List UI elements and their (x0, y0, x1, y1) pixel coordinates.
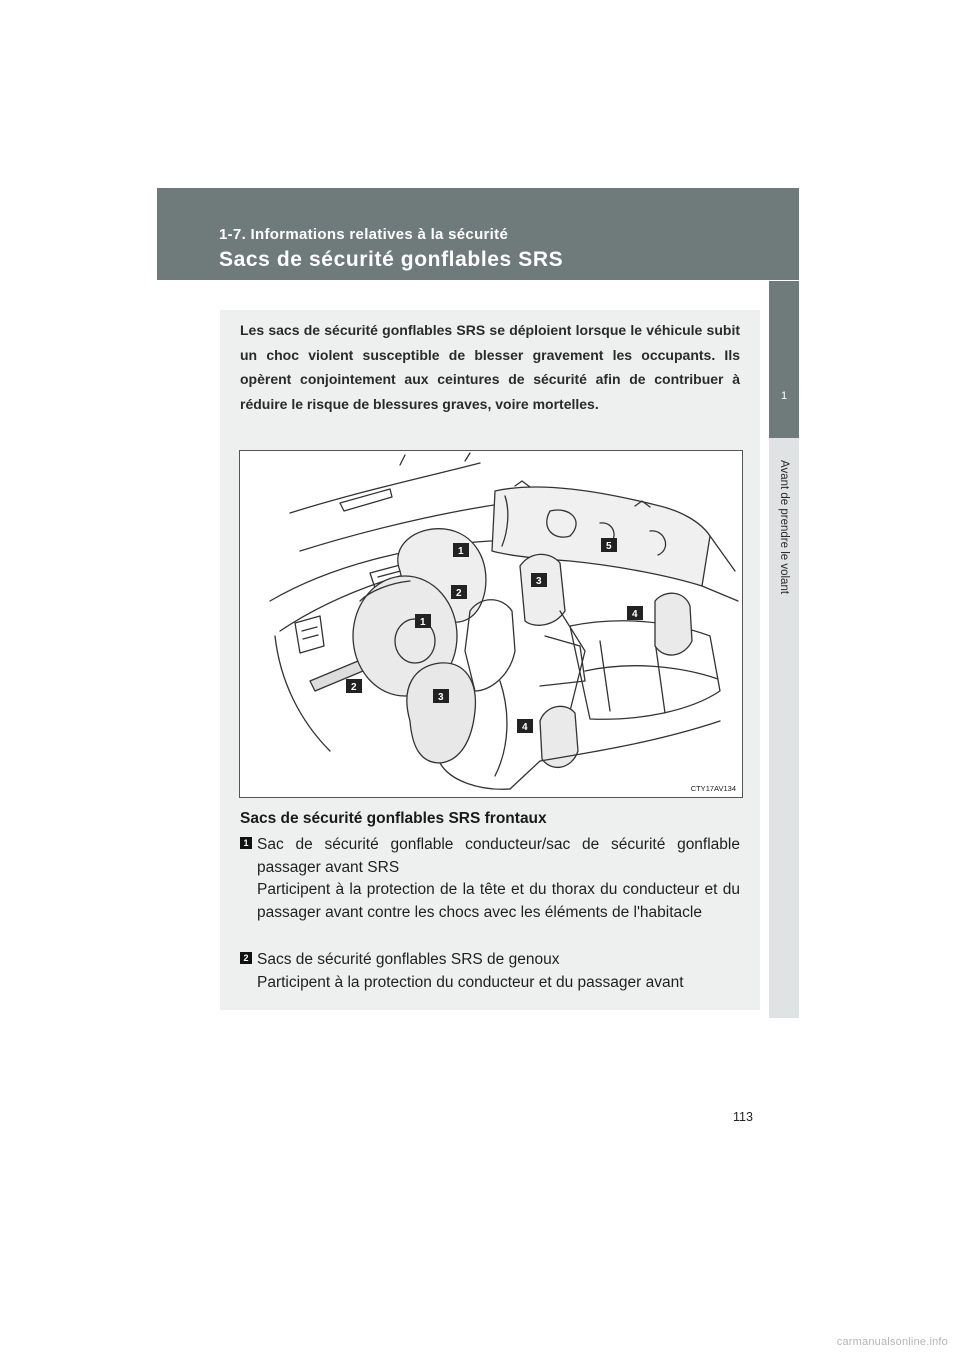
chapter-number: 1 (780, 390, 788, 402)
callout-badge (433, 689, 449, 703)
callout-badge (453, 543, 469, 557)
svg-text:3: 3 (438, 692, 444, 703)
item-description: Participent à la protection de la tête et du thorax du conducteur et du passager avant contre les chocs avec les éléments de l'habitacle (257, 881, 740, 921)
svg-text:3: 3 (536, 576, 542, 587)
section-label: 1-7. Informations relatives à la sécurité (219, 226, 509, 243)
item-title: Sacs de sécurité gonflables SRS de genoux (257, 951, 560, 968)
airbag-illustration (239, 450, 743, 798)
callout-badge (346, 679, 362, 693)
item-title: Sac de sécurité gonflable conducteur/sac de sécurité gonflable passager avant SRS (257, 836, 740, 876)
svg-text:1: 1 (420, 617, 426, 628)
item-description: Participent à la protection du conducteur et du passager avant (257, 973, 684, 991)
callout-badge (415, 614, 431, 628)
list-item (240, 834, 740, 924)
chapter-title: Avant de prendre le volant (778, 460, 790, 595)
callout-badge (517, 719, 533, 733)
illustration-code: CTY17AV134 (690, 784, 736, 793)
svg-text:1: 1 (458, 546, 464, 557)
svg-text:5: 5 (606, 541, 612, 552)
svg-text:2: 2 (351, 682, 357, 693)
page-title: Sacs de sécurité gonflables SRS (219, 248, 564, 271)
number-badge: 2 (240, 952, 252, 964)
chapter-tab (769, 281, 799, 438)
subheading: Sacs de sécurité gonflables SRS frontaux (240, 810, 547, 827)
callout-badge (627, 606, 643, 620)
intro-paragraph: Les sacs de sécurité gonflables SRS se déploient lorsque le véhicule subit un choc violent susceptible de blesser gravement les occupants. Ils opèrent conjointement aux ceintures de sécurité afin de contribuer à réduire le risque de blessures graves, voire mortelles. (240, 322, 740, 412)
page-header (157, 188, 799, 280)
watermark: carmanualsonline.info (836, 1336, 948, 1348)
svg-text:4: 4 (632, 609, 638, 620)
callout-badge (531, 573, 547, 587)
list-item (240, 949, 740, 994)
callout-badge (451, 585, 467, 599)
callout-badge (601, 538, 617, 552)
page-number: 113 (733, 1110, 753, 1124)
svg-text:2: 2 (456, 588, 462, 599)
car-interior-drawing (240, 451, 742, 797)
svg-text:4: 4 (522, 722, 528, 733)
number-badge: 1 (240, 837, 252, 849)
